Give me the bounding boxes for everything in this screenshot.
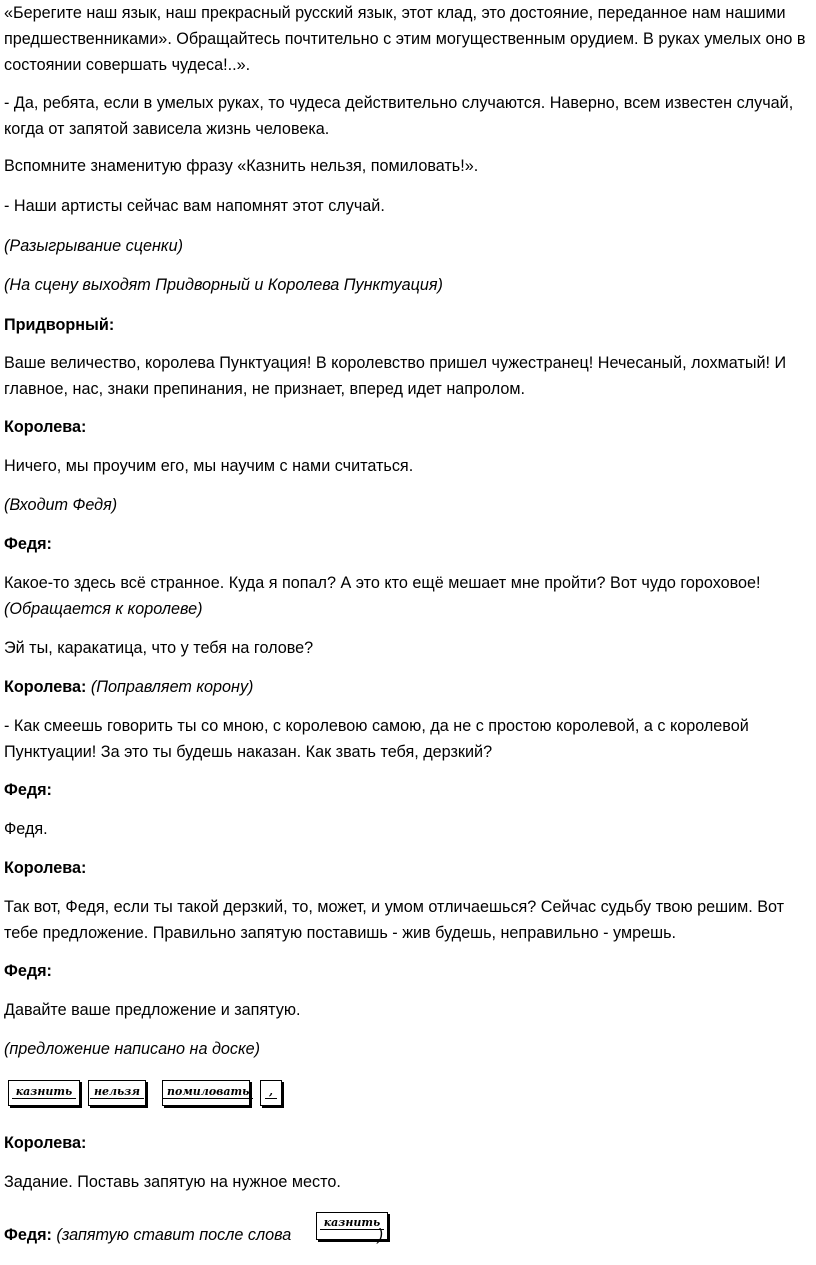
word-card-pomilovat: помиловать [162,1080,250,1106]
stage-direction: (предложение написано на доске) [4,1040,261,1058]
comma-card: , [260,1080,282,1106]
speaker-label: Королева: [4,859,87,877]
speaker-label: Федя: [4,962,52,980]
word-card-kaznit: казнить [8,1080,80,1106]
dialogue-line: Так вот, Федя, если ты такой дерзкий, то, может, и умом отличаешься? Сейчас судьбу твою решим. Вот тебе предложение. Правильно запятую поставишь - жив будешь, неправильно - умрешь. [4,898,785,942]
dialogue-line: Ваше величество, королева Пунктуация! В королевство пришел чужестранец! Нечесаный, лохматый! И главное, нас, знаки препинания, не признает, вперед идет напролом. [4,354,787,398]
speaker-label: Королева: [4,678,87,696]
stage-direction: (На сцену выходят Придворный и Королева Пунктуация) [4,276,443,294]
speaker-label: Федя: [4,535,52,553]
word-card-nelzya: нельзя [88,1080,146,1106]
quote-paragraph: «Берегите наш язык, наш прекрасный русский язык, этот клад, это достояние, переданное нам нашими предшественниками». Обращайтесь почтительно с этим могущественным орудием. В руках умелых оно в состоянии совершать чудеса!..». [4,4,806,74]
speaker-label: Придворный: [4,316,115,334]
dialogue-line: Федя. [4,820,48,838]
dialogue-line [4,570,814,622]
stage-direction-inline: (Обращается к королеве) [4,600,203,618]
stage-direction-inline: (запятую ставит после слова [51,1226,296,1244]
stage-direction-inline: (Поправляет корону) [86,678,254,696]
speaker-line [4,1222,814,1248]
dialogue-line: Ничего, мы проучим его, мы научим с нами считаться. [4,457,414,475]
inline-word-card-kaznit: казнить [316,1212,388,1240]
speaker-line [4,674,814,700]
intro-paragraph: - Да, ребята, если в умелых руках, то чудеса действительно случаются. Наверно, всем известен случай, когда от запятой зависела жизнь человека. [4,94,794,138]
stage-direction: (Входит Федя) [4,496,118,514]
stage-direction-close: ) [377,1226,384,1244]
stage-direction: (Разыгрывание сценки) [4,237,183,255]
dialogue-line: Давайте ваше предложение и запятую. [4,1001,301,1019]
dialogue-line: Задание. Поставь запятую на нужное место. [4,1173,341,1191]
dialogue-line: Эй ты, каракатица, что у тебя на голове? [4,639,314,657]
speaker-label: Федя: [4,781,52,799]
dialogue-line: - Как смеешь говорить ты со мною, с королевою самою, да не с простою королевой, а с королевой Пунктуации! За это ты будешь наказан. Как звать тебя, дерзкий? [4,717,749,761]
speaker-label: Королева: [4,418,87,436]
famous-phrase-paragraph: Вспомните знаменитую фразу «Казнить нельзя, помиловать!». [4,157,479,175]
artists-paragraph: - Наши артисты сейчас вам напомнят этот случай. [4,197,385,215]
dialogue-text: Какое-то здесь всё странное. Куда я попал? А это кто ещё мешает мне пройти? Вот чудо гороховое! [4,574,761,592]
speaker-label: Королева: [4,1134,87,1152]
speaker-label: Федя: [4,1226,52,1244]
